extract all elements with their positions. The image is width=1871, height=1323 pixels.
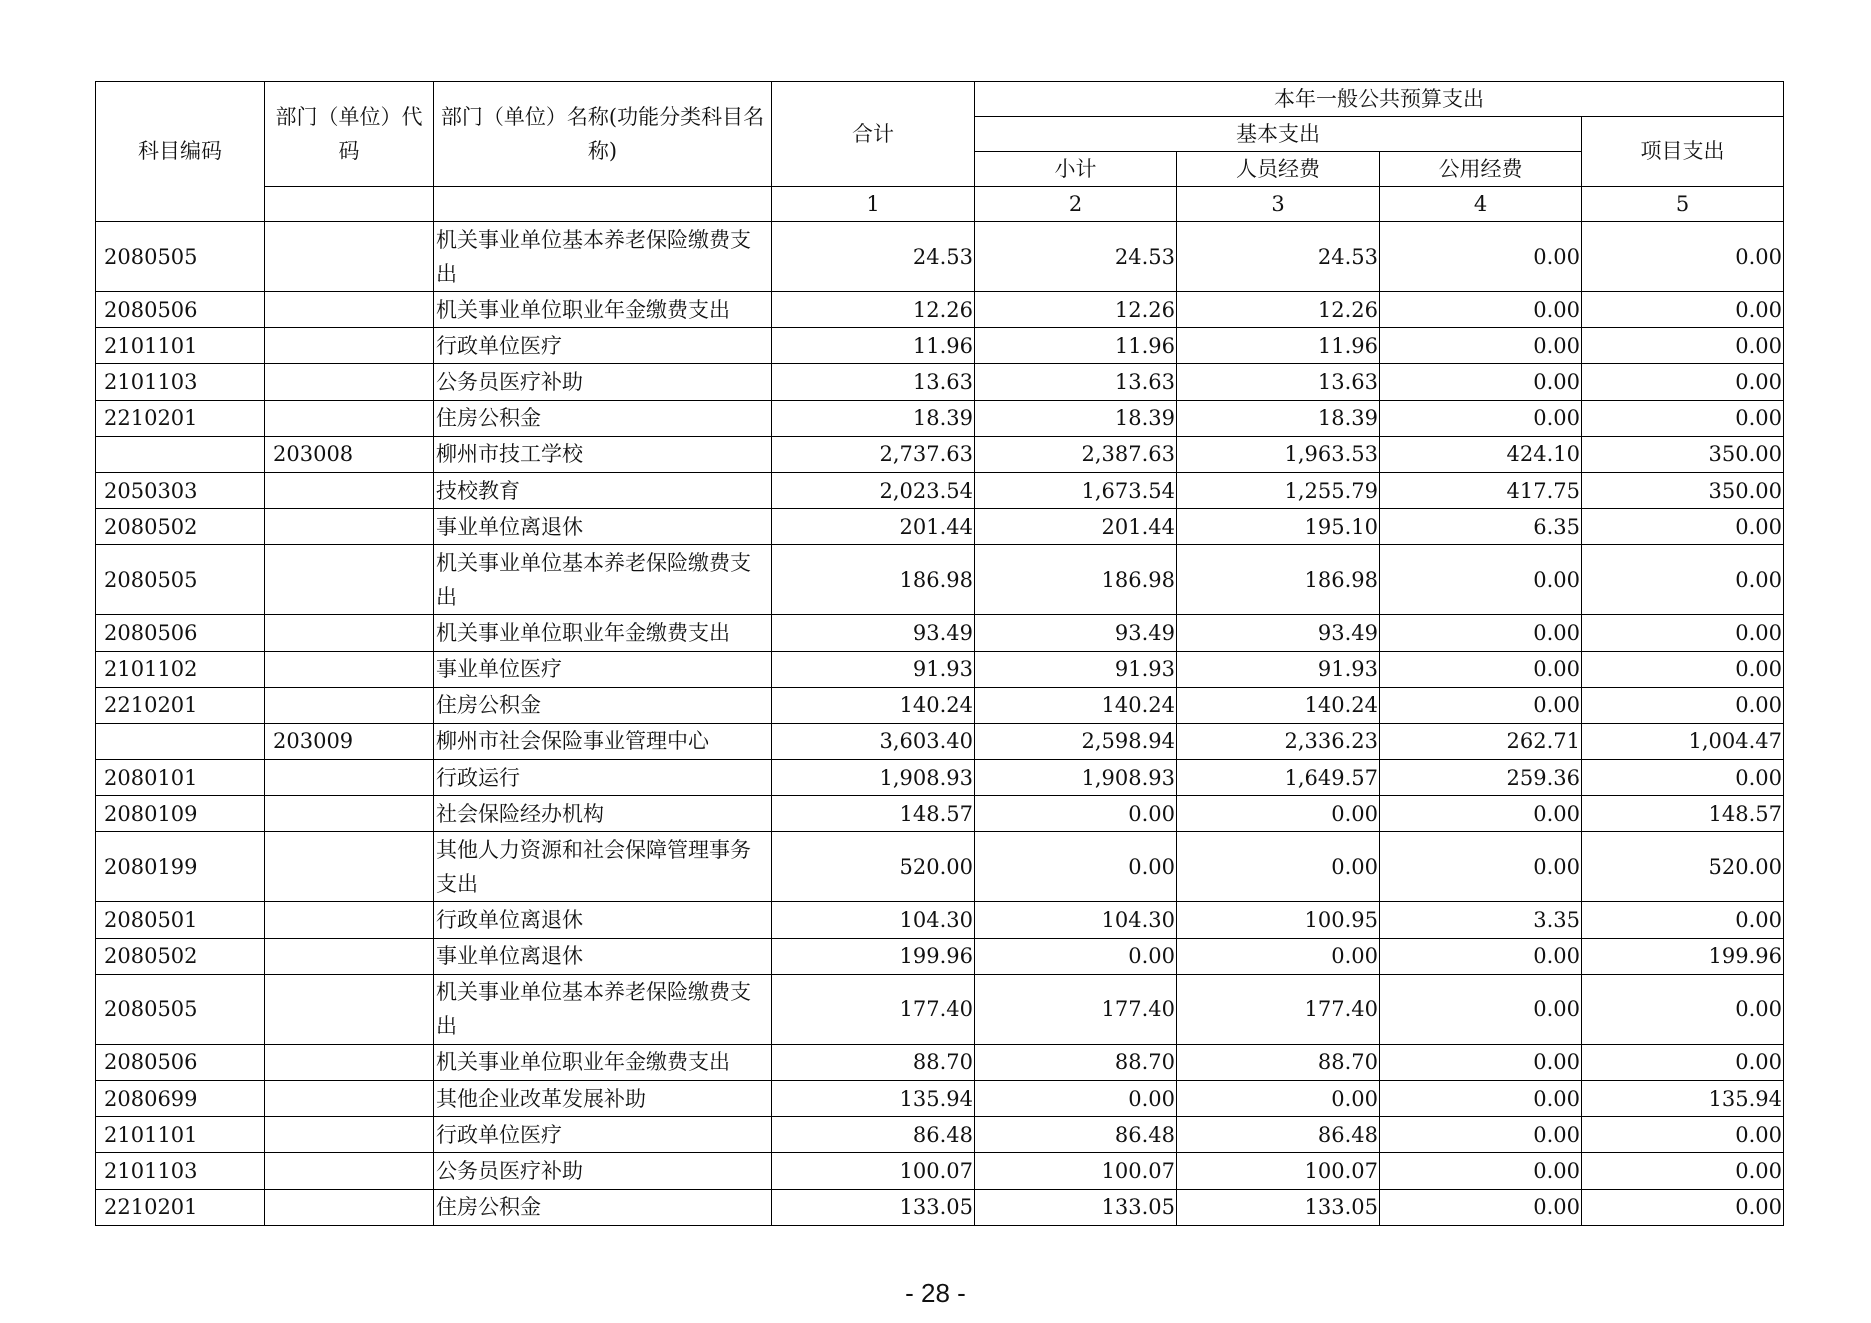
cell-total: 104.30 xyxy=(772,902,975,938)
cell-personnel: 13.63 xyxy=(1177,364,1380,400)
cell-subject-code: 2080506 xyxy=(96,1044,265,1080)
cell-subtotal: 0.00 xyxy=(975,1081,1177,1117)
cell-dept-name: 公务员医疗补助 xyxy=(434,1153,772,1189)
cell-subtotal: 186.98 xyxy=(975,545,1177,615)
cell-total: 201.44 xyxy=(772,509,975,545)
cell-dept-name: 机关事业单位职业年金缴费支出 xyxy=(434,615,772,651)
cell-dept-code xyxy=(265,1081,434,1117)
cell-dept-code xyxy=(265,292,434,328)
cell-total: 186.98 xyxy=(772,545,975,615)
cell-subtotal: 93.49 xyxy=(975,615,1177,651)
cell-project: 0.00 xyxy=(1582,509,1784,545)
header-col-num-2: 2 xyxy=(975,187,1177,222)
cell-dept-name: 其他企业改革发展补助 xyxy=(434,1081,772,1117)
cell-subtotal: 177.40 xyxy=(975,974,1177,1044)
cell-project: 520.00 xyxy=(1582,832,1784,902)
cell-subtotal: 2,387.63 xyxy=(975,436,1177,472)
cell-subtotal: 104.30 xyxy=(975,902,1177,938)
cell-dept-code xyxy=(265,1117,434,1153)
table-row xyxy=(96,651,1784,687)
cell-public-use: 0.00 xyxy=(1380,687,1582,723)
table-row xyxy=(96,832,1784,902)
table-row xyxy=(96,364,1784,400)
cell-public-use: 0.00 xyxy=(1380,328,1582,364)
cell-personnel: 0.00 xyxy=(1177,938,1380,974)
cell-personnel: 0.00 xyxy=(1177,1081,1380,1117)
cell-project: 135.94 xyxy=(1582,1081,1784,1117)
header-dept-name-blank xyxy=(434,187,772,222)
cell-subject-code: 2080506 xyxy=(96,615,265,651)
cell-project: 1,004.47 xyxy=(1582,723,1784,759)
cell-dept-name: 机关事业单位基本养老保险缴费支出 xyxy=(434,545,772,615)
cell-project: 0.00 xyxy=(1582,1117,1784,1153)
table-row xyxy=(96,1081,1784,1117)
cell-dept-code xyxy=(265,400,434,436)
cell-dept-name: 事业单位离退休 xyxy=(434,938,772,974)
cell-public-use: 424.10 xyxy=(1380,436,1582,472)
cell-subject-code: 2080101 xyxy=(96,760,265,796)
cell-project: 0.00 xyxy=(1582,222,1784,292)
cell-project: 350.00 xyxy=(1582,436,1784,472)
cell-dept-name: 公务员医疗补助 xyxy=(434,364,772,400)
cell-public-use: 0.00 xyxy=(1380,222,1582,292)
cell-personnel: 177.40 xyxy=(1177,974,1380,1044)
cell-public-use: 0.00 xyxy=(1380,1117,1582,1153)
cell-dept-code xyxy=(265,1153,434,1189)
header-dept-code-blank xyxy=(265,187,434,222)
cell-personnel: 86.48 xyxy=(1177,1117,1380,1153)
cell-total: 13.63 xyxy=(772,364,975,400)
cell-project: 0.00 xyxy=(1582,292,1784,328)
cell-subtotal: 91.93 xyxy=(975,651,1177,687)
cell-project: 0.00 xyxy=(1582,902,1784,938)
cell-subtotal: 0.00 xyxy=(975,796,1177,832)
cell-dept-name: 行政单位医疗 xyxy=(434,328,772,364)
cell-public-use: 0.00 xyxy=(1380,292,1582,328)
table-row xyxy=(96,436,1784,472)
cell-total: 12.26 xyxy=(772,292,975,328)
header-dept-code: 部门（单位）代码 xyxy=(265,82,434,187)
cell-total: 520.00 xyxy=(772,832,975,902)
cell-subject-code: 2101101 xyxy=(96,1117,265,1153)
cell-public-use: 0.00 xyxy=(1380,974,1582,1044)
cell-total: 135.94 xyxy=(772,1081,975,1117)
cell-total: 88.70 xyxy=(772,1044,975,1080)
cell-personnel: 1,649.57 xyxy=(1177,760,1380,796)
cell-personnel: 140.24 xyxy=(1177,687,1380,723)
header-subject-code: 科目编码 xyxy=(96,82,265,222)
cell-subject-code: 2210201 xyxy=(96,1189,265,1225)
cell-personnel: 91.93 xyxy=(1177,651,1380,687)
table-row xyxy=(96,1189,1784,1225)
cell-project: 0.00 xyxy=(1582,974,1784,1044)
cell-public-use: 0.00 xyxy=(1380,615,1582,651)
cell-subtotal: 100.07 xyxy=(975,1153,1177,1189)
table-row xyxy=(96,1044,1784,1080)
cell-total: 93.49 xyxy=(772,615,975,651)
cell-subtotal: 0.00 xyxy=(975,832,1177,902)
page-number: - 28 - xyxy=(905,1278,966,1308)
cell-subtotal: 12.26 xyxy=(975,292,1177,328)
cell-dept-name: 其他人力资源和社会保障管理事务支出 xyxy=(434,832,772,902)
cell-dept-code xyxy=(265,687,434,723)
cell-public-use: 0.00 xyxy=(1380,832,1582,902)
header-subtotal: 小计 xyxy=(975,152,1177,187)
cell-subtotal: 0.00 xyxy=(975,938,1177,974)
cell-dept-name: 事业单位医疗 xyxy=(434,651,772,687)
cell-public-use: 259.36 xyxy=(1380,760,1582,796)
cell-personnel: 100.95 xyxy=(1177,902,1380,938)
table-row xyxy=(96,902,1784,938)
cell-personnel: 11.96 xyxy=(1177,328,1380,364)
cell-subject-code: 2101102 xyxy=(96,651,265,687)
cell-personnel: 195.10 xyxy=(1177,509,1380,545)
cell-personnel: 18.39 xyxy=(1177,400,1380,436)
cell-dept-name: 行政单位医疗 xyxy=(434,1117,772,1153)
header-project-expense: 项目支出 xyxy=(1582,117,1784,187)
cell-dept-code xyxy=(265,1044,434,1080)
cell-subject-code: 2080505 xyxy=(96,545,265,615)
table-row xyxy=(96,328,1784,364)
cell-project: 0.00 xyxy=(1582,1153,1784,1189)
cell-dept-name: 行政单位离退休 xyxy=(434,902,772,938)
cell-total: 2,737.63 xyxy=(772,436,975,472)
cell-subject-code: 2080506 xyxy=(96,292,265,328)
cell-total: 199.96 xyxy=(772,938,975,974)
cell-project: 350.00 xyxy=(1582,472,1784,508)
header-personnel: 人员经费 xyxy=(1177,152,1380,187)
cell-dept-name: 住房公积金 xyxy=(434,400,772,436)
cell-total: 1,908.93 xyxy=(772,760,975,796)
cell-dept-code xyxy=(265,651,434,687)
cell-subject-code: 2080699 xyxy=(96,1081,265,1117)
cell-project: 0.00 xyxy=(1582,760,1784,796)
cell-total: 86.48 xyxy=(772,1117,975,1153)
cell-total: 177.40 xyxy=(772,974,975,1044)
cell-dept-code xyxy=(265,509,434,545)
header-total: 合计 xyxy=(772,82,975,187)
cell-dept-code xyxy=(265,615,434,651)
cell-subject-code: 2080502 xyxy=(96,509,265,545)
cell-subject-code: 2101103 xyxy=(96,1153,265,1189)
cell-total: 148.57 xyxy=(772,796,975,832)
cell-public-use: 0.00 xyxy=(1380,1044,1582,1080)
table-row xyxy=(96,796,1784,832)
cell-total: 2,023.54 xyxy=(772,472,975,508)
cell-subtotal: 11.96 xyxy=(975,328,1177,364)
cell-personnel: 24.53 xyxy=(1177,222,1380,292)
cell-dept-code xyxy=(265,938,434,974)
cell-personnel: 0.00 xyxy=(1177,832,1380,902)
cell-subtotal: 140.24 xyxy=(975,687,1177,723)
cell-public-use: 3.35 xyxy=(1380,902,1582,938)
table-row xyxy=(96,687,1784,723)
cell-public-use: 417.75 xyxy=(1380,472,1582,508)
cell-personnel: 1,963.53 xyxy=(1177,436,1380,472)
table-row xyxy=(96,509,1784,545)
cell-public-use: 0.00 xyxy=(1380,1153,1582,1189)
header-public-use: 公用经费 xyxy=(1380,152,1582,187)
table-row xyxy=(96,974,1784,1044)
cell-total: 140.24 xyxy=(772,687,975,723)
cell-subtotal: 201.44 xyxy=(975,509,1177,545)
header-col-num-4: 4 xyxy=(1380,187,1582,222)
cell-subject-code: 2080109 xyxy=(96,796,265,832)
table-row xyxy=(96,938,1784,974)
table-row xyxy=(96,1117,1784,1153)
cell-dept-name: 住房公积金 xyxy=(434,687,772,723)
cell-dept-code xyxy=(265,1189,434,1225)
cell-dept-name: 柳州市社会保险事业管理中心 xyxy=(434,723,772,759)
cell-project: 199.96 xyxy=(1582,938,1784,974)
cell-project: 0.00 xyxy=(1582,328,1784,364)
cell-project: 0.00 xyxy=(1582,400,1784,436)
cell-total: 100.07 xyxy=(772,1153,975,1189)
cell-personnel: 1,255.79 xyxy=(1177,472,1380,508)
cell-dept-code xyxy=(265,902,434,938)
cell-public-use: 262.71 xyxy=(1380,723,1582,759)
cell-subtotal: 24.53 xyxy=(975,222,1177,292)
cell-dept-code xyxy=(265,760,434,796)
table-body xyxy=(96,222,1784,1226)
cell-project: 0.00 xyxy=(1582,687,1784,723)
cell-subtotal: 1,673.54 xyxy=(975,472,1177,508)
cell-subject-code: 2080505 xyxy=(96,974,265,1044)
cell-personnel: 100.07 xyxy=(1177,1153,1380,1189)
table-row xyxy=(96,545,1784,615)
cell-public-use: 6.35 xyxy=(1380,509,1582,545)
table-row xyxy=(96,615,1784,651)
cell-total: 18.39 xyxy=(772,400,975,436)
cell-project: 0.00 xyxy=(1582,545,1784,615)
header-budget-expense: 本年一般公共预算支出 xyxy=(975,82,1784,117)
cell-subject-code: 2210201 xyxy=(96,687,265,723)
table-row xyxy=(96,760,1784,796)
cell-public-use: 0.00 xyxy=(1380,796,1582,832)
cell-public-use: 0.00 xyxy=(1380,1189,1582,1225)
header-basic-expense: 基本支出 xyxy=(975,117,1582,152)
cell-public-use: 0.00 xyxy=(1380,938,1582,974)
cell-total: 24.53 xyxy=(772,222,975,292)
cell-public-use: 0.00 xyxy=(1380,400,1582,436)
cell-dept-name: 行政运行 xyxy=(434,760,772,796)
cell-personnel: 133.05 xyxy=(1177,1189,1380,1225)
table-row xyxy=(96,292,1784,328)
cell-subject-code xyxy=(96,723,265,759)
cell-personnel: 12.26 xyxy=(1177,292,1380,328)
cell-dept-code: 203008 xyxy=(265,436,434,472)
cell-subject-code: 2101103 xyxy=(96,364,265,400)
cell-subtotal: 18.39 xyxy=(975,400,1177,436)
cell-dept-code xyxy=(265,545,434,615)
cell-subtotal: 2,598.94 xyxy=(975,723,1177,759)
cell-dept-name: 住房公积金 xyxy=(434,1189,772,1225)
cell-subtotal: 1,908.93 xyxy=(975,760,1177,796)
cell-dept-code xyxy=(265,974,434,1044)
cell-subject-code: 2080501 xyxy=(96,902,265,938)
cell-public-use: 0.00 xyxy=(1380,1081,1582,1117)
cell-public-use: 0.00 xyxy=(1380,651,1582,687)
cell-dept-code xyxy=(265,472,434,508)
cell-dept-name: 社会保险经办机构 xyxy=(434,796,772,832)
header-col-num-5: 5 xyxy=(1582,187,1784,222)
cell-dept-name: 事业单位离退休 xyxy=(434,509,772,545)
cell-subtotal: 133.05 xyxy=(975,1189,1177,1225)
cell-personnel: 93.49 xyxy=(1177,615,1380,651)
cell-total: 11.96 xyxy=(772,328,975,364)
cell-project: 0.00 xyxy=(1582,1044,1784,1080)
table-row xyxy=(96,400,1784,436)
cell-subtotal: 88.70 xyxy=(975,1044,1177,1080)
cell-dept-code xyxy=(265,222,434,292)
header-dept-name: 部门（单位）名称(功能分类科目名称) xyxy=(434,82,772,187)
cell-project: 148.57 xyxy=(1582,796,1784,832)
cell-subject-code: 2080505 xyxy=(96,222,265,292)
cell-dept-code xyxy=(265,796,434,832)
cell-project: 0.00 xyxy=(1582,651,1784,687)
table-row xyxy=(96,1153,1784,1189)
cell-subject-code: 2101101 xyxy=(96,328,265,364)
cell-dept-code xyxy=(265,364,434,400)
cell-dept-name: 机关事业单位基本养老保险缴费支出 xyxy=(434,974,772,1044)
cell-subject-code: 2080199 xyxy=(96,832,265,902)
table-row xyxy=(96,222,1784,292)
cell-dept-code xyxy=(265,832,434,902)
cell-public-use: 0.00 xyxy=(1380,545,1582,615)
cell-dept-name: 技校教育 xyxy=(434,472,772,508)
cell-dept-name: 柳州市技工学校 xyxy=(434,436,772,472)
cell-personnel: 88.70 xyxy=(1177,1044,1380,1080)
cell-subject-code: 2080502 xyxy=(96,938,265,974)
header-col-num-1: 1 xyxy=(772,187,975,222)
cell-total: 133.05 xyxy=(772,1189,975,1225)
cell-personnel: 0.00 xyxy=(1177,796,1380,832)
cell-dept-code xyxy=(265,328,434,364)
cell-subtotal: 13.63 xyxy=(975,364,1177,400)
cell-subtotal: 86.48 xyxy=(975,1117,1177,1153)
cell-personnel: 2,336.23 xyxy=(1177,723,1380,759)
cell-project: 0.00 xyxy=(1582,615,1784,651)
cell-subject-code xyxy=(96,436,265,472)
table-row xyxy=(96,472,1784,508)
cell-dept-name: 机关事业单位职业年金缴费支出 xyxy=(434,1044,772,1080)
cell-project: 0.00 xyxy=(1582,1189,1784,1225)
header-col-num-3: 3 xyxy=(1177,187,1380,222)
cell-total: 91.93 xyxy=(772,651,975,687)
cell-subject-code: 2050303 xyxy=(96,472,265,508)
cell-dept-code: 203009 xyxy=(265,723,434,759)
cell-subject-code: 2210201 xyxy=(96,400,265,436)
cell-dept-name: 机关事业单位职业年金缴费支出 xyxy=(434,292,772,328)
cell-personnel: 186.98 xyxy=(1177,545,1380,615)
cell-public-use: 0.00 xyxy=(1380,364,1582,400)
cell-total: 3,603.40 xyxy=(772,723,975,759)
budget-expense-table xyxy=(95,81,1784,1226)
table-row xyxy=(96,723,1784,759)
cell-dept-name: 机关事业单位基本养老保险缴费支出 xyxy=(434,222,772,292)
cell-project: 0.00 xyxy=(1582,364,1784,400)
